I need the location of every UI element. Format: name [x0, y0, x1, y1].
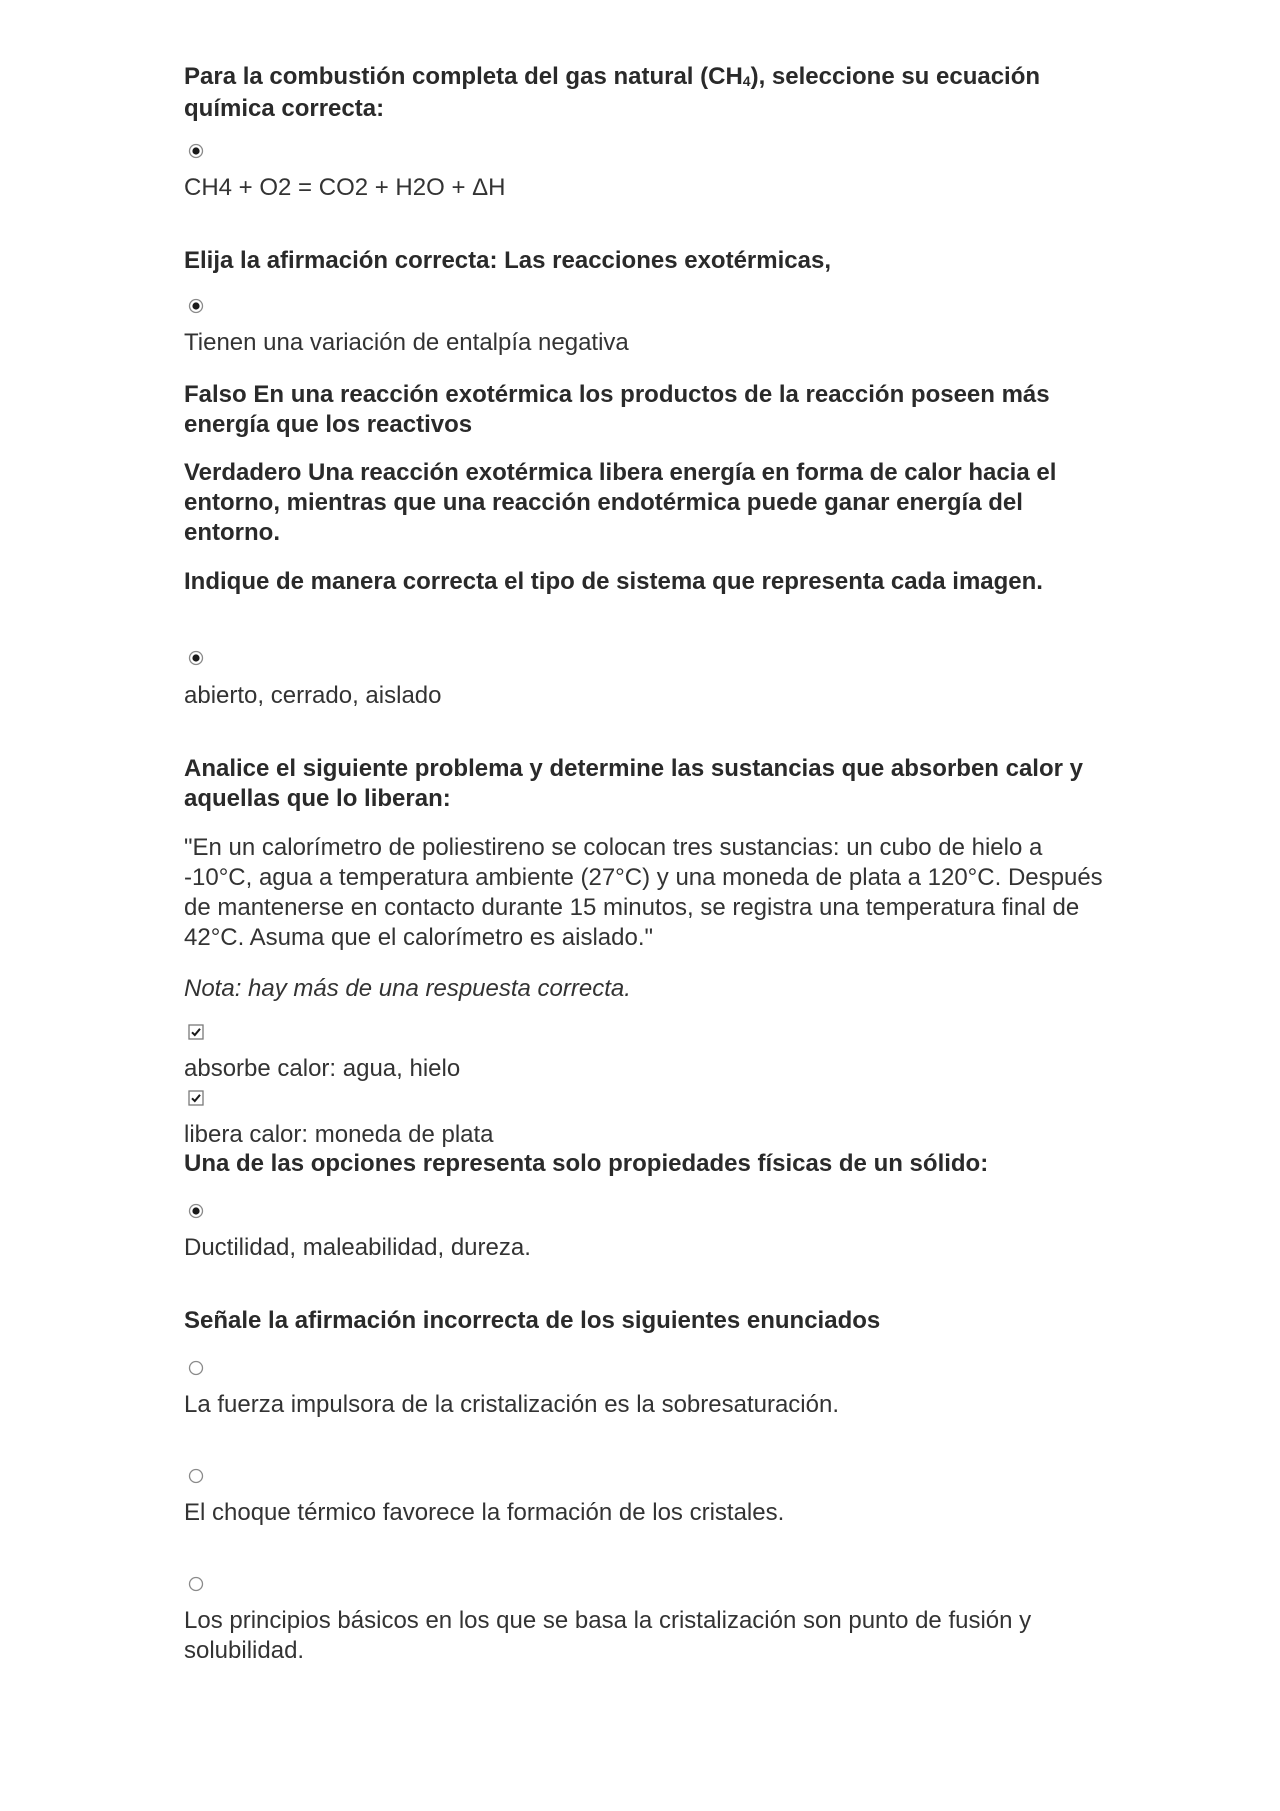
statement-false: Falso En una reacción exotérmica los productos de la reacción poseen más energía que los reactivos — [184, 381, 1050, 438]
question-5-prompt: Una de las opciones representa solo propiedades físicas de un sólido: — [184, 1150, 989, 1177]
option-label: libera calor: moneda de plata — [184, 1121, 494, 1148]
question-2-prompt: Elija la afirmación correcta: Las reacciones exotérmicas, — [184, 247, 831, 274]
radio-button[interactable] — [188, 1576, 204, 1592]
radio-button[interactable] — [188, 143, 204, 159]
option-label: Tienen una variación de entalpía negativa — [184, 329, 629, 356]
radio-button[interactable] — [188, 1203, 204, 1219]
option-label: abierto, cerrado, aislado — [184, 682, 442, 709]
question-4-prompt: Analice el siguiente problema y determine las sustancias que absorben calor y aquellas que lo liberan: — [184, 755, 1083, 812]
option-label: El choque térmico favorece la formación de los cristales. — [184, 1499, 785, 1526]
radio-button[interactable] — [188, 1360, 204, 1376]
question-6-prompt: Señale la afirmación incorrecta de los siguientes enunciados — [184, 1307, 881, 1334]
radio-button[interactable] — [188, 650, 204, 666]
question-4-note: Nota: hay más de una respuesta correcta. — [184, 975, 631, 1002]
question-4-body: "En un calorímetro de poliestireno se colocan tres sustancias: un cubo de hielo a -10°C, agua a temperatura ambiente (27°C) y una moneda de plata a 120°C. Después de mantenerse en contacto durante 15 minutos, se registra una temperatura final de 42°C. Asuma que el calorímetro es aislado." — [184, 834, 1103, 951]
question-3-prompt: Indique de manera correcta el tipo de sistema que representa cada imagen. — [184, 568, 1043, 595]
radio-button[interactable] — [188, 1468, 204, 1484]
question-1-prompt-part2: ), seleccione su ecuación química correcta: — [184, 63, 1041, 122]
option-label: CH4 + O2 = CO2 + H2O + ΔH — [184, 174, 506, 201]
option-label: La fuerza impulsora de la cristalización es la sobresaturación. — [184, 1391, 839, 1418]
checkbox[interactable] — [188, 1090, 204, 1106]
option-label: absorbe calor: agua, hielo — [184, 1055, 461, 1082]
checkbox[interactable] — [188, 1024, 204, 1040]
question-1-prompt-subscript: 4 — [742, 73, 751, 89]
statement-true: Verdadero Una reacción exotérmica libera energía en forma de calor hacia el entorno, mientras que una reacción endotérmica puede ganar energía del entorno. — [184, 459, 1057, 546]
question-1-prompt-part1: Para la combustión completa del gas natural (CH — [184, 63, 743, 90]
option-label: Ductilidad, maleabilidad, dureza. — [184, 1234, 531, 1261]
option-label: Los principios básicos en los que se basa la cristalización son punto de fusión y solubilidad. — [184, 1607, 1032, 1664]
question-1-prompt — [184, 62, 1114, 124]
radio-button[interactable] — [188, 298, 204, 314]
